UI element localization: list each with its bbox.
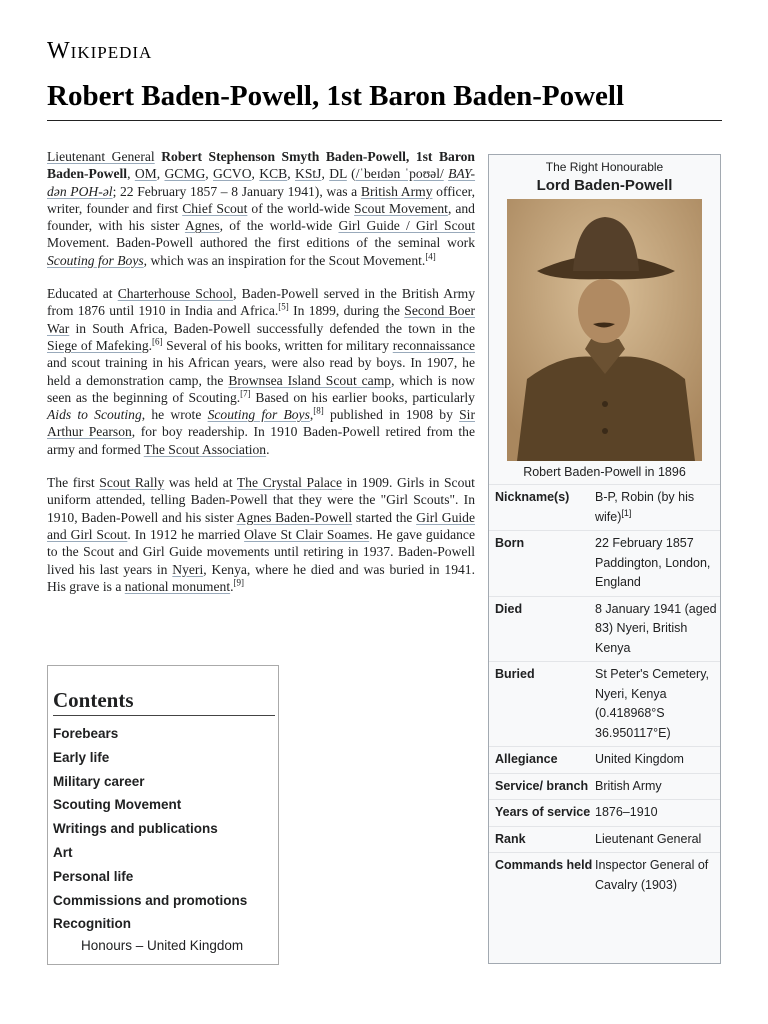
infobox-label: Years of service [495,805,591,819]
wiki-link[interactable]: Nyeri [172,561,204,577]
text-run: In 1899, during the [288,303,405,319]
wiki-link[interactable]: Siege of Mafeking [47,337,149,353]
text-run: , [127,166,135,182]
toc-item[interactable]: Personal life [53,868,134,884]
infobox-row [489,799,720,826]
wiki-link[interactable]: Scouting for Boys [207,407,310,423]
wiki-link[interactable]: Scout Movement [354,200,448,216]
toc-item[interactable]: Recognition [53,916,131,932]
text-run: , [156,166,165,182]
infobox [488,154,721,964]
wiki-link[interactable]: national monument [124,578,231,594]
text-run: and scout training in his African years, were also read by boys. In 1907, he held a demonstration camp, the [47,355,475,388]
text-run: ; 22 February 1857 – 8 January 1941), was a [112,183,361,199]
wiki-link[interactable]: KStJ [295,166,322,182]
citation-ref[interactable]: [6] [152,336,163,347]
infobox-value [595,600,720,659]
text-run: officer, writer, founder and first [47,183,475,216]
wiki-link[interactable]: KCB [259,166,288,182]
toc-item[interactable]: Commissions and promotions [53,892,248,908]
text-run: , he wrote [141,407,208,423]
infobox-label: Commands held [495,858,593,872]
wiki-link[interactable]: Agnes [184,218,220,234]
infobox-value-text: 1876–1910 [595,805,658,819]
infobox-label: Nickname(s) [495,490,570,504]
infobox-value [595,750,720,770]
wikipedia-logo[interactable]: Wikipedia [47,38,153,64]
infobox-label: Died [495,601,523,616]
wiki-link[interactable]: The Scout Association [143,441,267,457]
wiki-link[interactable]: Charterhouse School [117,286,234,302]
text-run: . [148,337,153,353]
wiki-link[interactable]: Girl Guide and Girl Scout [47,509,475,542]
toc-item[interactable]: Art [53,844,73,860]
infobox-value [595,534,720,593]
toc-item[interactable]: Early life [53,749,110,765]
infobox-row [489,596,720,662]
lead-paragraph-2 [47,285,475,458]
wiki-link[interactable]: Girl Guide / Girl Scout [338,218,476,234]
infobox-value-text: 8 January 1941 (aged 83) Nyeri, British Kenya [595,601,717,655]
text-run: in 1909. Girls in Scout uniform attended, telling Baden-Powell that they were the "Girl Scouts". In 1910, Baden-Powell and his sister [47,475,475,525]
citation-ref[interactable]: [1] [621,507,632,518]
infobox-row [489,746,720,773]
wiki-link[interactable]: Scouting for Boys [47,252,144,268]
wiki-link[interactable]: Olave St Clair Soames [244,526,370,542]
portrait-photo[interactable] [507,199,702,461]
text-run: Aids to Scouting [47,407,142,423]
infobox-value [595,488,720,527]
infobox-value [595,665,720,743]
text-run: ( [346,166,356,182]
table-of-contents [47,665,279,965]
text-run: Robert Stephenson Smyth Baden-Powell, 1st Baron Baden-Powell [47,149,475,182]
citation-ref[interactable]: [4] [425,251,436,262]
wiki-link[interactable]: Agnes Baden-Powell [236,509,353,525]
text-run: The first [47,475,100,491]
wiki-link[interactable]: GCVO [213,166,252,182]
text-run: Based on his earlier books, particularly [250,389,475,405]
infobox-label: Service/ branch [495,778,589,793]
text-run: , [287,166,295,182]
wiki-link[interactable]: Brownsea Island Scout camp [228,372,392,388]
text-run: , Baden-Powell served in the British Army from 1876 until 1910 in India and Africa. [47,286,475,319]
toc-item[interactable]: Scouting Movement [53,797,182,813]
infobox-value [595,830,720,850]
wiki-link[interactable]: BAY-dən POH-əl [47,166,476,199]
infobox-value-text: British Army [595,778,662,793]
citation-ref[interactable]: [7] [240,388,251,399]
text-run: , which was an inspiration for the Scout Movement. [143,252,426,268]
text-run: , Kenya, where he died and was buried in 1941. His grave is a [47,561,475,594]
text-run: , [251,166,260,182]
lead-paragraph-1 [47,148,475,269]
infobox-row [489,773,720,800]
infobox-label: Born [495,536,525,550]
wiki-link[interactable]: reconnaissance [392,337,476,353]
infobox-label: Allegiance [495,752,558,766]
text-run: Educated at [47,286,118,302]
infobox-value-text: 22 February 1857 Paddington, London, England [595,536,711,589]
text-run: , for boy readership. In 1910 Baden-Powell retired from the army and formed [47,424,476,457]
infobox-name: Lord Baden-Powell [536,177,673,194]
infobox-honorific: The Right Honourable [545,160,664,174]
wiki-link[interactable]: Scout Rally [99,475,165,491]
infobox-label: Rank [495,831,526,846]
text-run: , [321,166,330,182]
text-run: , [205,166,214,182]
infobox-value-text: Inspector General of Cavalry (1903) [595,858,709,892]
text-run: , of the world-wide [219,218,339,234]
infobox-value [595,856,720,895]
infobox-row [489,484,720,530]
infobox-value-text: St Peter's Cemetery, Nyeri, Kenya (0.418968°S 36.950117°E) [595,667,709,740]
infobox-rows [489,484,720,898]
infobox-value-text: B-P, Robin (by his wife) [595,490,695,524]
text-run: , which is now seen as the beginning of Scouting. [47,372,475,405]
text-run: . In 1912 he married [127,526,245,542]
text-run: , and founder, with his sister [47,200,475,234]
toc-heading: Contents [53,688,275,716]
wiki-link[interactable]: Second Boer War [47,303,476,336]
wiki-link[interactable]: Lieutenant General [47,149,155,164]
wiki-link[interactable]: DL [329,166,347,182]
toc-item[interactable]: Forebears [53,726,119,741]
text-run: started the [352,509,417,525]
toc-list [53,722,278,956]
infobox-row [489,530,720,596]
infobox-label: Buried [495,667,535,681]
citation-ref[interactable]: [9] [233,577,245,588]
lead-paragraph-3 [47,474,475,595]
wiki-link[interactable]: GCMG [164,166,206,182]
citation-ref[interactable]: [5] [278,301,289,312]
toc-subitem[interactable]: Honours – United Kingdom [81,938,244,954]
infobox-value [595,803,720,823]
text-run: of the world-wide [247,200,355,216]
citation-ref[interactable]: [8] [313,405,324,416]
text-run: , [309,407,314,423]
wiki-link[interactable]: OM [134,166,157,182]
page-title: Robert Baden-Powell, 1st Baron Baden-Powell [47,78,722,121]
toc-item[interactable]: Military career [53,773,145,789]
infobox-value-text: United Kingdom [595,752,684,766]
portrait-caption: Robert Baden-Powell in 1896 [523,465,686,479]
article-body [47,148,475,611]
wiki-link[interactable]: Sir Arthur Pearson [47,407,475,440]
text-run: was held at [164,475,237,491]
infobox-row [489,661,720,746]
text-run: published in 1908 by [323,407,460,423]
infobox-row [489,852,720,898]
text-run: . [266,441,270,457]
text-run: . [230,578,234,594]
text-run: Movement. Baden-Powell authored the first editions of the seminal work [47,235,475,251]
wiki-link[interactable]: British Army [360,183,433,199]
infobox-value-text: Lieutenant General [595,831,702,846]
text-run: in South Africa, Baden-Powell successfully defended the town in the [69,320,475,336]
infobox-row [489,826,720,853]
text-run: Several of his books, written for military [162,337,393,353]
wiki-link[interactable]: Chief Scout [182,200,248,216]
toc-item[interactable]: Writings and publications [53,821,218,837]
infobox-value [595,777,720,797]
wiki-link[interactable]: The Crystal Palace [236,475,342,491]
wiki-link[interactable]: /ˈbeɪdən ˈpoʊəl/ [355,166,444,182]
text-run: . He gave guidance to the Scout and Girl Guide movements until retiring in 1937. Baden-Powell lived his last years in [47,526,475,577]
